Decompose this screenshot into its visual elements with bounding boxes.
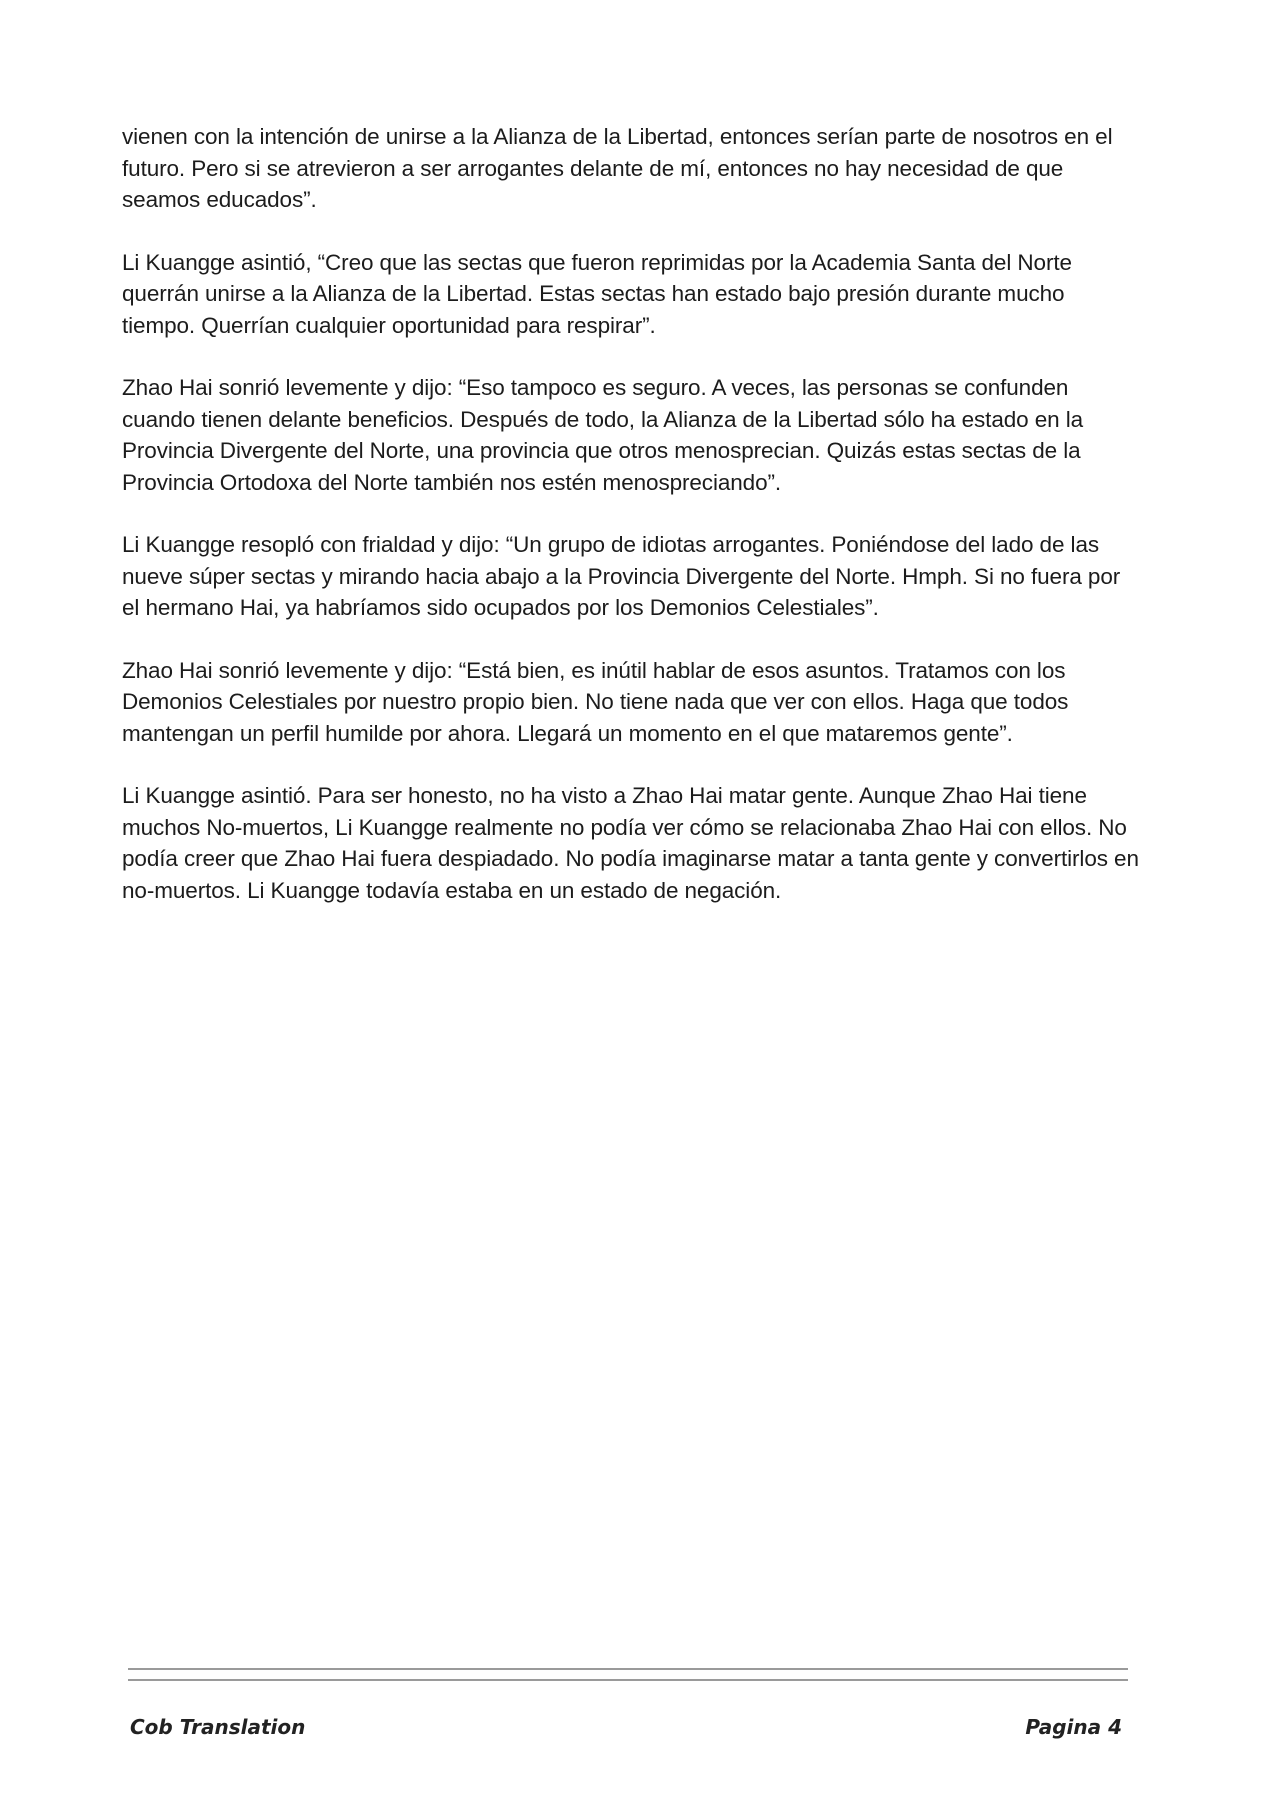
page-footer	[128, 1668, 1128, 1745]
footer-page-number: Pagina 4	[1025, 1715, 1122, 1739]
footer-divider-top	[128, 1668, 1128, 1670]
paragraph-4: Li Kuangge resopló con frialdad y dijo: “Un grupo de idiotas arrogantes. Poniéndose del lado de las nueve súper sectas y mirando hacia abajo a la Provincia Divergente del Norte. Hmph. Si no fuera por el hermano Hai, ya habríamos sido ocupados por los Demonios Celestiales”.	[122, 532, 1121, 620]
paragraph-5: Zhao Hai sonrió levemente y dijo: “Está bien, es inútil hablar de esos asuntos. Tratamos con los Demonios Celestiales por nuestro propio bien. No tiene nada que ver con ellos. Haga que todos mantengan un perfil humilde por ahora. Llegará un momento en el que mataremos gente”.	[122, 657, 1069, 746]
footer-row	[128, 1715, 1128, 1745]
paragraph-2: Li Kuangge asintió, “Creo que las sectas que fueron reprimidas por la Academia Santa del Norte querrán unirse a la Alianza de la Libertad. Estas sectas han estado bajo presión durante mucho tiempo. Querrían cualquier oportunidad para respirar”.	[122, 249, 1072, 338]
body-text	[122, 121, 1142, 937]
footer-divider-bottom	[128, 1679, 1128, 1681]
paragraph-3: Zhao Hai sonrió levemente y dijo: “Eso tampoco es seguro. A veces, las personas se confunden cuando tienen delante beneficios. Después de todo, la Alianza de la Libertad sólo ha estado en la Provincia Divergente del Norte, una provincia que otros menosprecian. Quizás estas sectas de la Provincia Ortodoxa del Norte también nos estén menospreciando”.	[122, 375, 1084, 495]
paragraph-1: vienen con la intención de unirse a la Alianza de la Libertad, entonces serían parte de nosotros en el futuro. Pero si se atrevieron a ser arrogantes delante de mí, entonces no hay necesidad de que seamos educados”.	[122, 124, 1113, 212]
paragraph-6: Li Kuangge asintió. Para ser honesto, no ha visto a Zhao Hai matar gente. Aunque Zhao Hai tiene muchos No-muertos, Li Kuangge realmente no podía ver cómo se relacionaba Zhao Hai con ellos. No podía creer que Zhao Hai fuera despiadado. No podía imaginarse matar a tanta gente y convertirlos en no-muertos. Li Kuangge todavía estaba en un estado de negación.	[122, 783, 1139, 903]
footer-translator-credit: Cob Translation	[130, 1715, 306, 1739]
